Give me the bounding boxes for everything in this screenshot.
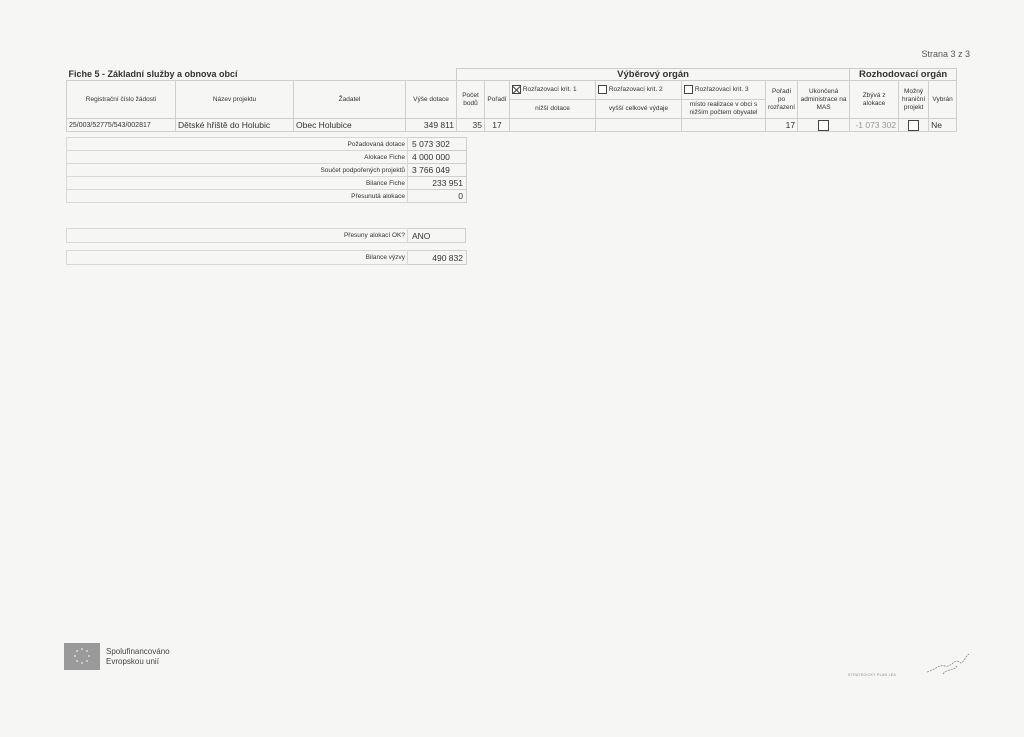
section-title: Fiche 5 - Základní služby a obnova obcí xyxy=(67,69,457,81)
transfer-table xyxy=(66,228,466,243)
summary-row xyxy=(67,164,467,177)
crit2-desc: vyšší celkové výdaje xyxy=(596,100,682,119)
col-reg-number: Registrační číslo žádosti xyxy=(67,81,176,119)
project-evaluation-table xyxy=(66,68,957,132)
cell-grant-amount: 349 811 xyxy=(406,119,457,132)
admin-done-checkbox[interactable] xyxy=(818,120,829,131)
summary-label: Součet podpořených projektů xyxy=(67,164,408,177)
decision-body-title: Rozhodovací orgán xyxy=(850,69,957,81)
cell-order: 17 xyxy=(485,119,510,132)
summary-row xyxy=(67,190,467,203)
summary-value: 233 951 xyxy=(408,177,467,190)
crit3-checkbox[interactable] xyxy=(684,85,693,94)
col-admin-done: Ukončená administrace na MAS xyxy=(798,81,850,119)
col-crit1 xyxy=(510,81,596,100)
col-grant-amount: Výše dotace xyxy=(406,81,457,119)
eu-text-line1: Spolufinancováno xyxy=(106,647,170,656)
crit1-checkbox[interactable] xyxy=(512,85,521,94)
col-order: Pořadí xyxy=(485,81,510,119)
crit3-label: Rozřazovací krit. 3 xyxy=(694,86,749,94)
signature-scribble-icon xyxy=(925,652,971,676)
cell-crit1 xyxy=(510,119,596,132)
summary-value: 4 000 000 xyxy=(408,151,467,164)
eu-cofinancing-text xyxy=(106,647,170,667)
cell-order-after: 17 xyxy=(766,119,798,132)
summary-row xyxy=(67,177,467,190)
col-crit3 xyxy=(682,81,766,100)
cell-reg-number: 25/003/52775/543/002817 xyxy=(67,119,176,132)
cell-admin-done xyxy=(798,119,850,132)
col-project-name: Název projektu xyxy=(176,81,294,119)
summary-label: Požadovaná dotace xyxy=(67,138,408,151)
crit1-desc: nižší dotace xyxy=(510,100,596,119)
cell-crit3 xyxy=(682,119,766,132)
cell-remaining: -1 073 302 xyxy=(850,119,899,132)
summary-label: Přesunutá alokace xyxy=(67,190,408,203)
crit1-label: Rozřazovací krit. 1 xyxy=(522,86,577,94)
call-balance-label: Bilance výzvy xyxy=(67,251,408,265)
cell-applicant: Obec Holubice xyxy=(294,119,406,132)
summary-label: Bilance Fiche xyxy=(67,177,408,190)
transfer-label: Přesuny alokací OK? xyxy=(67,229,408,243)
cell-crit2 xyxy=(596,119,682,132)
summary-value: 5 073 302 xyxy=(408,138,467,151)
crit2-checkbox[interactable] xyxy=(598,85,607,94)
crit2-label: Rozřazovací krit. 2 xyxy=(608,86,663,94)
summary-row xyxy=(67,151,467,164)
col-order-after: Pořadí po rozřazení xyxy=(766,81,798,119)
table-row xyxy=(67,119,957,132)
summary-row xyxy=(67,138,467,151)
col-applicant: Žadatel xyxy=(294,81,406,119)
crit3-desc: místo realizace v obci s nižším počtem obyvatel xyxy=(682,100,766,119)
summary-table xyxy=(66,137,467,203)
summary-value: 0 xyxy=(408,190,467,203)
eu-flag-icon xyxy=(64,643,100,670)
selection-body-title: Výběrový orgán xyxy=(457,69,850,81)
call-balance-table xyxy=(66,250,467,265)
col-remaining: Zbývá z alokace xyxy=(850,81,899,119)
summary-value: 3 766 049 xyxy=(408,164,467,177)
col-crit2 xyxy=(596,81,682,100)
cell-points: 35 xyxy=(457,119,485,132)
cell-selected: Ne xyxy=(929,119,957,132)
col-points: Počet bodů xyxy=(457,81,485,119)
eu-text-line2: Evropskou unií xyxy=(106,657,159,666)
page-number: Strana 3 z 3 xyxy=(921,49,970,59)
col-border-project: Možný hraniční projekt xyxy=(899,81,929,119)
transfer-value: ANO xyxy=(408,229,466,243)
footer-note: STRATEGICKY PLAN LEA xyxy=(848,673,897,677)
border-project-checkbox[interactable] xyxy=(908,120,919,131)
col-selected: Vybrán xyxy=(929,81,957,119)
call-balance-value: 490 832 xyxy=(408,251,467,265)
summary-label: Alokace Fiche xyxy=(67,151,408,164)
cell-border-project xyxy=(899,119,929,132)
cell-project-name: Dětské hřiště do Holubic xyxy=(176,119,294,132)
